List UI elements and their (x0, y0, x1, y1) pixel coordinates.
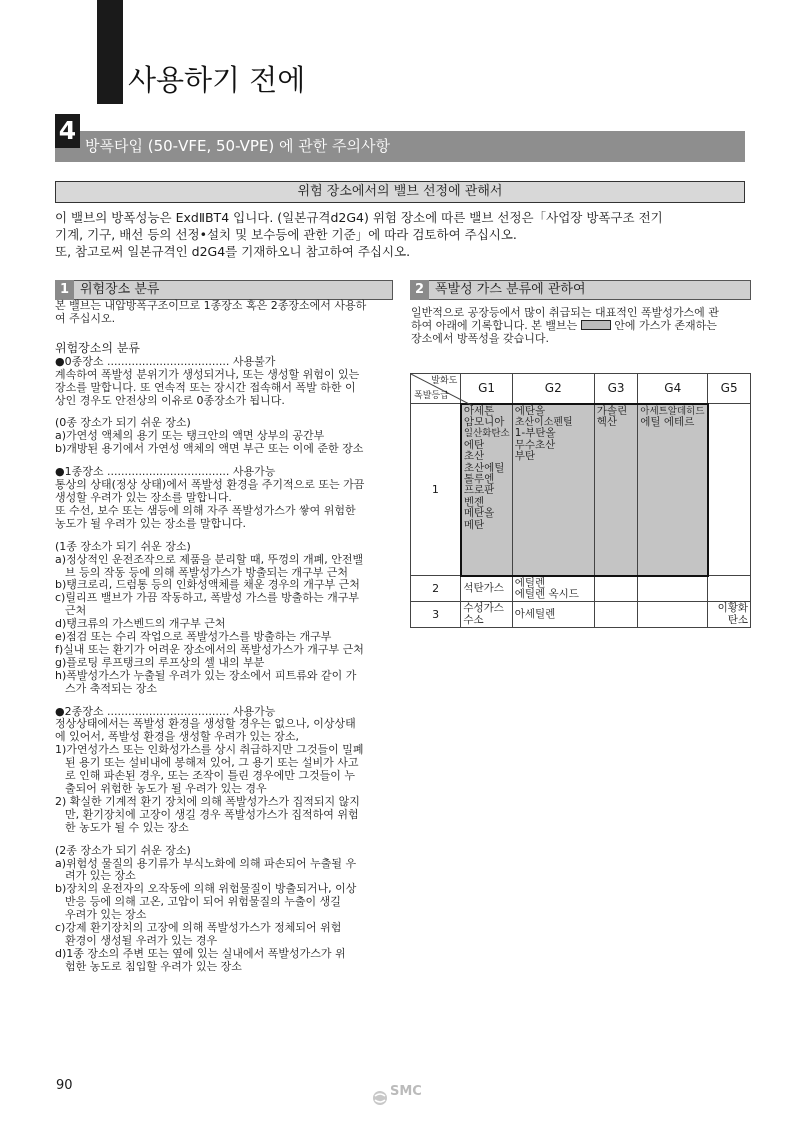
hazard-classification-text (55, 300, 393, 974)
gas-classification-table (410, 373, 751, 628)
intro-paragraph (55, 209, 745, 260)
column-header-g2: G2 (512, 374, 594, 404)
section-title: 방폭타입 (50-VFE, 50-VPE) 에 관한 주의사항 (85, 137, 390, 155)
cell-row3-g2 (512, 602, 594, 628)
column-header-g3: G3 (594, 374, 638, 404)
zone1-example: g)플로팅 루프탱크의 루프상의 셀 내의 부분 (55, 655, 265, 669)
zone1-example: d)탱크류의 가스벤드의 개구부 근처 (55, 617, 226, 631)
gas-intro-line (411, 319, 751, 332)
gas-name: 이황화 (717, 602, 748, 615)
zone1-example-title: (1종 장소가 되기 쉬운 장소) (55, 539, 191, 553)
gas-name: 에탄 (463, 438, 485, 451)
row-label: 3 (411, 602, 461, 628)
row-label: 2 (411, 576, 461, 602)
gas-name: 일산화탄소 (463, 428, 510, 440)
gas-name: 에틸렌 옥시드 (514, 587, 579, 600)
cell-row2-g2 (512, 576, 594, 602)
gas-name: 암모니아 (463, 415, 505, 428)
zone2-line: 한 농도가 될 수 있는 장소 (65, 820, 189, 834)
intro-line: 기계, 기구, 배선 등의 선정•설치 및 보수등에 관한 기준」에 따라 검토하여 주십시오. (55, 227, 517, 242)
zone0-example-title: (0종 장소가 되기 쉬운 장소) (55, 416, 191, 430)
zone0-title: ●0종장소 ................................... 사용불가 (55, 354, 276, 368)
zone1-example: b)탱크로리, 드럼통 등의 인화성액체를 채운 경우의 개구부 근처 (55, 578, 360, 592)
gas-name: 아세틸렌 (514, 608, 556, 621)
subsection-title: 위험장소 분류 (80, 282, 160, 297)
zone1-example: f)실내 또는 환기가 어려운 장소에서의 폭발성가스가 개구부 근처 (55, 642, 364, 656)
cell-row2-g4 (638, 576, 708, 602)
cell-row3-g3 (594, 602, 638, 628)
gas-name: 초산 (463, 450, 485, 463)
lead-line: 여 주십시오. (55, 311, 116, 325)
gas-name: 메탄올 (463, 507, 495, 520)
column-header-g4: G4 (638, 374, 708, 404)
zone2-example: 험한 농도로 침입할 우려가 있는 장소 (65, 959, 242, 973)
logo-text: SMC (390, 1084, 422, 1099)
classification-heading: 위험장소의 분류 (55, 340, 140, 355)
zone1-line: 농도가 될 우려가 있는 장소를 말합니다. (55, 516, 246, 530)
gas-name: 초산에틸 (463, 461, 505, 474)
zone1-example: 근처 (65, 604, 87, 618)
zone2-example: 우려가 있는 장소 (65, 908, 147, 922)
page-title: 사용하기 전에 (128, 63, 306, 97)
cell-row1-g4 (638, 404, 708, 576)
zone2-line: 1)가연성가스 또는 인화성가스를 상시 취급하지만 그것들이 밀폐 (55, 743, 364, 757)
subsection-header-gas (410, 280, 751, 300)
gas-name: 1-부탄올 (514, 427, 556, 440)
zone1-example: c)릴리프 밸브가 가끔 작동하고, 폭발성 가스를 방출하는 개구부 (55, 591, 359, 605)
cell-row2-g5 (708, 576, 751, 602)
gas-intro-line: 장소에서 방폭성을 갖습니다. (411, 332, 550, 345)
zone1-title: ●1종장소 ................................... 사용가능 (55, 465, 276, 479)
zone2-example: 반응 등에 의해 고온, 고압이 되어 위험물질의 누출이 생길 (65, 895, 341, 909)
gas-name: 가솔린 (596, 404, 628, 417)
zone0-line: 계속하여 폭발성 분위기가 생성되거나, 또는 생성할 위험이 있는 (55, 367, 360, 381)
gas-name: 무수초산 (514, 438, 556, 451)
cell-row1-g3 (594, 404, 638, 576)
gas-name: 석탄가스 (463, 582, 504, 595)
cell-row1-g5 (708, 404, 751, 576)
gas-name: 탄소 (727, 613, 748, 626)
cell-row2-g1 (461, 576, 512, 602)
cell-row1-g2 (512, 404, 594, 576)
corner-bottom-label: 폭발등급 (414, 391, 449, 401)
gas-name: 에탄올 (514, 404, 546, 417)
zone2-line: 출되어 위험한 농도가 될 우려가 있는 경우 (65, 782, 267, 795)
gas-name: 메탄 (463, 518, 485, 531)
gas-name: 아세톤 (463, 404, 495, 417)
zone0-line: 상인 경우도 안전상의 이유로 0종장소가 됩니다. (55, 393, 285, 407)
intro-line: 또, 참고로써 일본규격인 d2G4를 기재하오니 참고하여 주십시오. (55, 244, 411, 259)
subsection-number: 2 (410, 280, 429, 300)
zone1-line: 생성할 우려가 있는 장소를 말합니다. (55, 490, 232, 504)
zone1-example: e)점검 또는 수리 작업으로 폭발성가스를 방출하는 개구부 (55, 630, 332, 644)
row-label: 1 (411, 404, 461, 576)
cell-row3-g5 (708, 602, 751, 628)
gas-intro-part: 안에 가스가 존재하는 (614, 319, 717, 332)
intro-line: 이 밸브의 방폭성능은 ExdⅡBT4 입니다. (일본규격d2G4) 위험 장소에 따른 밸브 선정은「사업장 방폭구조 전기 (55, 210, 663, 225)
gas-name: 벤젠 (463, 495, 485, 508)
zone2-line: 정상상태에서는 폭발성 환경을 생성할 경우는 없으나, 이상상태 (55, 717, 356, 731)
zone2-line: 에 있어서, 폭발성 환경을 생성할 우려가 있는 장소, (55, 730, 299, 744)
cell-row3-g1 (461, 602, 512, 628)
subsection-number: 1 (55, 280, 74, 300)
gas-name: 헥산 (596, 415, 618, 428)
gas-name: 수소 (463, 613, 484, 626)
zone2-example: c)강제 환기장치의 고장에 의해 폭발성가스가 정체되어 위험 (55, 921, 342, 935)
gas-name: 아세트알데히드 (640, 405, 705, 417)
subsection-title: 폭발성 가스 분류에 관하여 (435, 282, 586, 297)
zone2-example: a)위험성 물질의 용기류가 부식노화에 의해 파손되어 누출될 우 (55, 856, 357, 870)
zone0-example: a)가연성 액체의 용기 또는 탱크안의 액면 상부의 공간부 (55, 429, 325, 443)
zone2-example: 려가 있는 장소 (65, 869, 136, 883)
gas-intro-line: 일반적으로 공장등에서 많이 취급되는 대표적인 폭발성가스에 관 (411, 306, 719, 319)
cell-row1-g1 (461, 404, 512, 576)
zone2-title: ●2종장소 ................................... 사용가능 (55, 704, 276, 718)
gas-name: 톨루엔 (463, 472, 495, 485)
gas-name: 에틸 에테르 (640, 415, 695, 428)
zone2-line: 된 용기 또는 설비내에 봉해져 있어, 그 용기 또는 설비가 사고 (65, 756, 359, 770)
zone2-example: 환경이 생성될 우려가 있는 경우 (65, 933, 218, 947)
zone2-line: 2) 확실한 기계적 환기 장치에 의해 폭발성가스가 집적되지 않지 (55, 794, 360, 808)
gas-name: 에틸렌 (514, 576, 546, 589)
box-title: 위험 장소에서의 밸브 선정에 관해서 (55, 181, 745, 203)
zone2-example-title: (2종 장소가 되기 쉬운 장소) (55, 843, 191, 857)
column-header-g1: G1 (461, 374, 512, 404)
zone1-line: 통상의 상태(정상 상태)에서 폭발성 환경을 주기적으로 또는 가끔 (55, 478, 365, 492)
zone2-line: 만, 환기장치에 고장이 생길 경우 폭발성가스가 집적하여 위험 (65, 807, 359, 821)
zone1-line: 또 수선, 보수 또는 샘등에 의해 자주 폭발성가스가 쌓여 위험한 (55, 503, 356, 517)
table-corner-cell (411, 374, 461, 404)
zone2-example: b)장치의 운전자의 오작동에 의해 위험물질이 방출되거나, 이상 (55, 882, 357, 896)
gas-name: 초산이소펜틸 (514, 416, 573, 428)
gas-intro-part: 하여 아래에 기록합니다. 본 밸브는 (411, 319, 578, 332)
gas-name: 프로판 (463, 484, 495, 497)
zone2-example: d)1종 장소의 주변 또는 옆에 있는 실내에서 폭발성가스가 위 (55, 946, 346, 960)
zone1-example: 브 등의 작동 등에 의해 폭발성가스가 방출되는 개구부 근처 (65, 565, 348, 579)
gas-name: 수성가스 (463, 602, 504, 615)
column-header-g5: G5 (708, 374, 751, 404)
section-number: 4 (55, 114, 80, 148)
shaded-area-swatch (581, 320, 611, 330)
cell-row3-g4 (638, 602, 708, 628)
zone1-example: a)정상적인 운전조작으로 제품을 분리할 때, 뚜껑의 개폐, 안전밸 (55, 552, 364, 566)
gas-intro (411, 306, 751, 345)
subsection-header-hazard (55, 280, 393, 300)
lead-line: 본 밸브는 내압방폭구조이므로 1종장소 혹은 2종장소에서 사용하 (55, 299, 367, 312)
corner-top-label: 발화도 (431, 376, 458, 386)
zone1-example: 스가 축적되는 장소 (65, 681, 158, 695)
page-number: 90 (56, 1078, 73, 1093)
zone0-example: b)개방된 용기에서 가연성 액체의 액면 부근 또는 이에 준한 장소 (55, 442, 364, 456)
cell-row2-g3 (594, 576, 638, 602)
zone2-line: 로 인해 파손된 경우, 또는 조작이 틀린 경우에만 그것들이 누 (65, 769, 355, 783)
zone1-example: h)폭발성가스가 누출될 우려가 있는 장소에서 피트류와 같이 가 (55, 668, 357, 682)
title-accent-bar (97, 0, 123, 104)
zone0-line: 장소를 말합니다. 또 연속적 또는 장시간 접속해서 폭발 하한 이 (55, 380, 356, 394)
gas-name: 부탄 (514, 450, 536, 463)
